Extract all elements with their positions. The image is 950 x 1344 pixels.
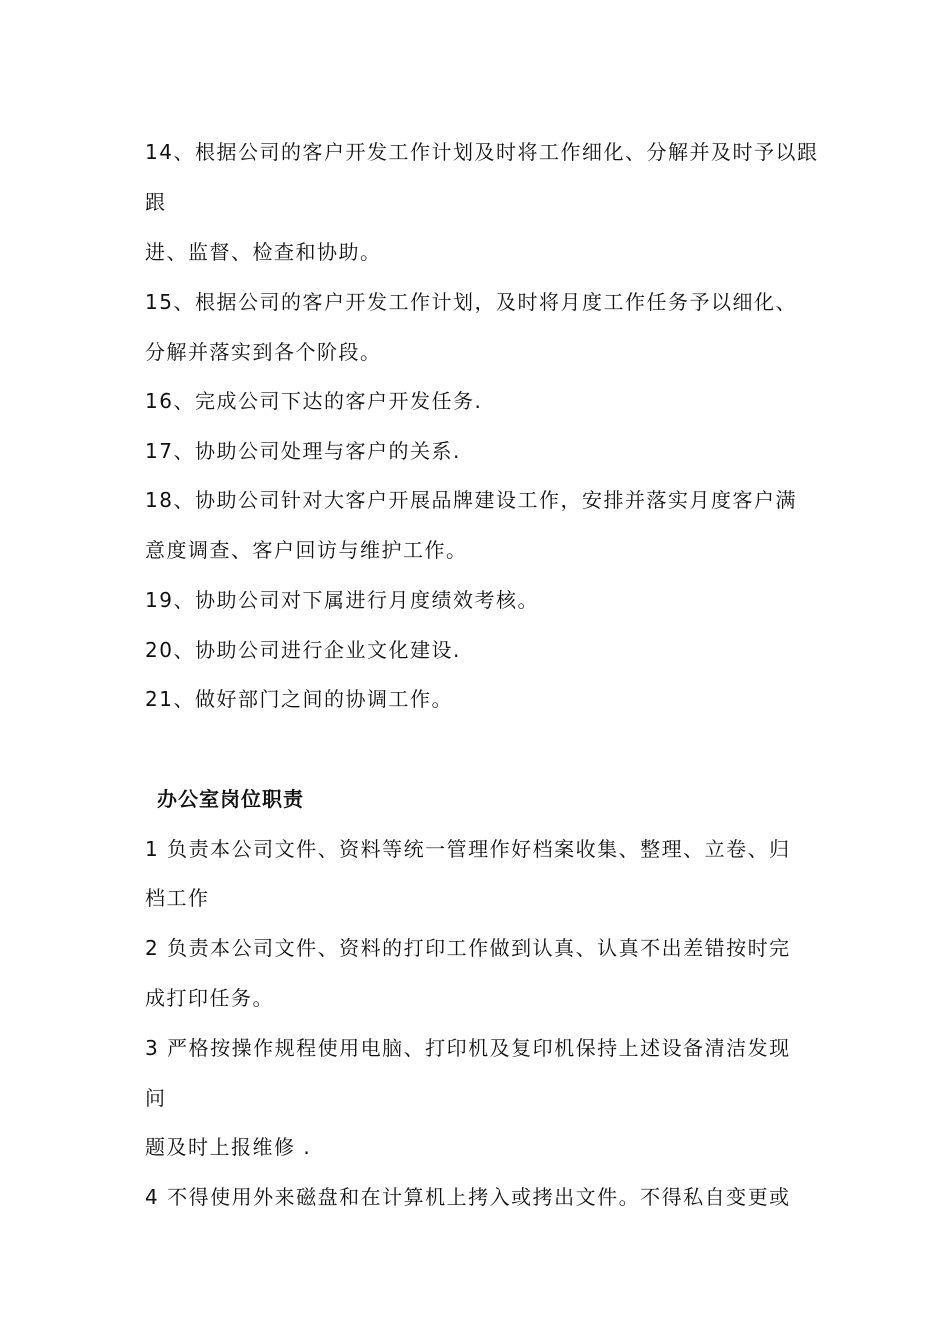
paragraph-line-15-cont: 分解并落实到各个阶段。	[145, 340, 382, 364]
duty-line-3: 3 严格按操作规程使用电脑、打印机及复印机保持上述设备清洁发现	[145, 1036, 791, 1060]
paragraph-line-16: 16、完成公司下达的客户开发任务.	[145, 389, 483, 413]
paragraph-line-17: 17、协助公司处理与客户的关系.	[145, 439, 461, 463]
paragraph-line-15: 15、根据公司的客户开发工作计划，及时将月度工作任务予以细化、	[145, 290, 797, 314]
section-heading: 办公室岗位职责	[157, 787, 304, 811]
duty-line-2-cont: 成打印任务。	[145, 986, 274, 1010]
duty-line-3-wrap: 问	[145, 1086, 167, 1110]
paragraph-line-21: 21、做好部门之间的协调工作。	[145, 687, 453, 711]
paragraph-line-14: 14、根据公司的客户开发工作计划及时将工作细化、分解并及时予以跟	[145, 140, 819, 164]
paragraph-line-20: 20、协助公司进行企业文化建设.	[145, 638, 461, 662]
paragraph-line-18-cont: 意度调查、客户回访与维护工作。	[145, 538, 468, 562]
duty-line-2: 2 负责本公司文件、资料的打印工作做到认真、认真不出差错按时完	[145, 936, 791, 960]
paragraph-line-19: 19、协助公司对下属进行月度绩效考核。	[145, 588, 539, 612]
paragraph-line-14-cont: 进、监督、检查和协助。	[145, 240, 382, 264]
duty-line-1: 1 负责本公司文件、资料等统一管理作好档案收集、整理、立卷、归	[145, 837, 791, 861]
duty-line-3-cont: 题及时上报维修 .	[145, 1135, 312, 1159]
paragraph-line-18: 18、协助公司针对大客户开展品牌建设工作，安排并落实月度客户满	[145, 488, 797, 512]
duty-line-4: 4 不得使用外来磁盘和在计算机上拷入或拷出文件。不得私自变更或	[145, 1185, 791, 1209]
paragraph-line-14-wrap: 跟	[145, 190, 167, 214]
duty-line-1-cont: 档工作	[145, 886, 210, 910]
